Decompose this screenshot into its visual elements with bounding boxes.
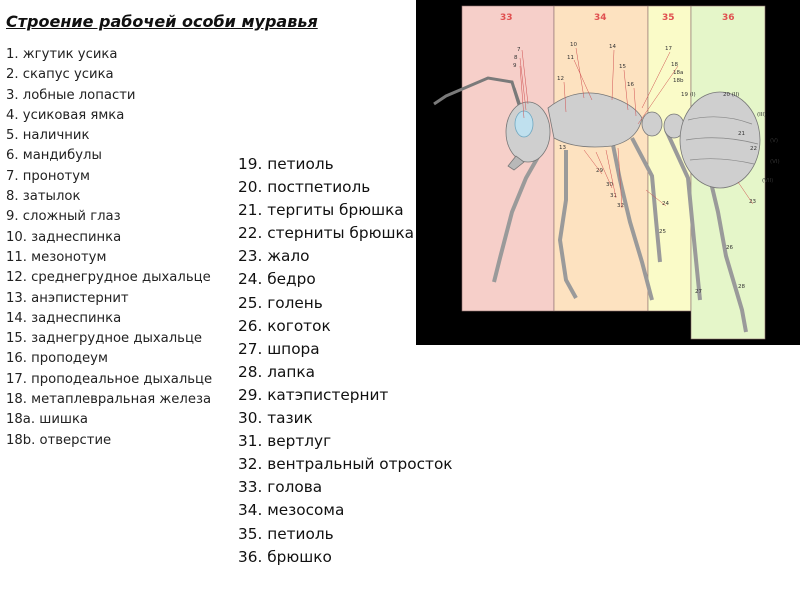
callout-24: 24 [662, 201, 669, 207]
callout-30: 30 [606, 182, 613, 188]
callout-v: (V) [770, 138, 779, 144]
callout-16: 16 [627, 82, 634, 88]
callout-10: 10 [570, 42, 577, 48]
page-title: Строение рабочей особи муравья [6, 12, 318, 31]
callout-18: 18 [671, 62, 678, 68]
list-item: 10. заднеспинка [6, 229, 122, 245]
callout-27: 27 [695, 289, 702, 295]
callout-14: 14 [609, 44, 616, 50]
list-item: 7. пронотум [6, 168, 90, 184]
callout-21: 21 [738, 131, 745, 137]
list-item: 1. жгутик усика [6, 47, 118, 62]
callout-vii: (VII) [762, 178, 774, 184]
callout-9: 9 [513, 63, 517, 69]
callout-25: 25 [659, 229, 666, 235]
list-item: 33. голова [238, 478, 323, 497]
callout-vi: (VI) [770, 159, 780, 165]
callout-26: 26 [726, 245, 733, 251]
list-item: 15. заднегрудное дыхальце [6, 331, 203, 347]
callout-19: 19 (I) [681, 92, 696, 98]
callout-22: 22 [750, 146, 757, 152]
list-item: 16. проподеум [6, 351, 108, 367]
list-item: 4. усиковая ямка [6, 107, 125, 123]
callout-17: 17 [665, 46, 672, 52]
list-item: 25. голень [238, 293, 323, 312]
list-item: 30. тазик [238, 409, 313, 428]
list-item: 8. затылок [6, 189, 81, 205]
list-item: 2. скапус усика [6, 67, 114, 83]
list-item: 5. наличник [6, 128, 90, 144]
region-label-33: 33 [500, 13, 513, 23]
callout-31: 31 [610, 193, 617, 199]
ant-anatomy-figure [416, 0, 800, 345]
list-item: 3. лобные лопасти [6, 87, 136, 103]
list-item: 6. мандибулы [6, 148, 102, 164]
callout-7: 7 [517, 47, 521, 53]
list-item: 29. катэпистернит [238, 385, 389, 404]
callout-32: 32 [617, 203, 624, 209]
list-item: 26. коготок [238, 316, 331, 335]
list-item: 12. среднегрудное дыхальце [6, 270, 211, 286]
callout-15: 15 [619, 64, 626, 70]
callout-29: 29 [596, 168, 603, 174]
list-item: 17. проподеальное дыхальце [6, 371, 213, 387]
callout-iii: (III) [757, 112, 767, 118]
list-item: 11. мезонотум [6, 249, 107, 265]
list-item: 14. заднеспинка [6, 310, 122, 326]
callout-18a: 18a [673, 70, 684, 76]
list-item: 32. вентральный отросток [238, 455, 453, 474]
region-panel-mesosoma [554, 6, 648, 311]
list-item: 21. тергиты брюшка [238, 201, 404, 220]
list-item: 24. бедро [238, 270, 316, 289]
callout-28: 28 [738, 284, 745, 290]
list-item: 18b. отверстие [6, 432, 112, 448]
list-item: 18a. шишка [6, 412, 88, 428]
callout-18b: 18b [673, 78, 684, 84]
list-item: 31. вертлуг [238, 432, 332, 451]
region-label-34: 34 [594, 13, 607, 23]
list-item: 28. лапка [238, 362, 315, 381]
list-item: 27. шпора [238, 339, 320, 358]
list-item: 36. брюшко [238, 547, 332, 566]
region-panel-head [462, 6, 554, 311]
list-item: 20. постпетиоль [238, 178, 371, 197]
callout-23: 23 [749, 199, 756, 205]
list-item: 19. петиоль [238, 155, 334, 173]
callout-11: 11 [567, 55, 574, 61]
list-item: 22. стерниты брюшка [238, 224, 415, 243]
list-item: 18. метаплевральная железа [6, 392, 212, 408]
callout-13: 13 [559, 145, 566, 151]
list-item: 13. анэпистернит [6, 290, 129, 306]
list-item: 9. сложный глаз [6, 209, 121, 225]
list-item: 35. петиоль [238, 524, 334, 543]
region-label-35: 35 [662, 13, 675, 23]
region-label-36: 36 [722, 13, 735, 23]
callout-20: 20 (II) [723, 92, 740, 98]
list-item: 34. мезосома [238, 501, 345, 520]
callout-8: 8 [514, 55, 518, 61]
list-item: 23. жало [238, 247, 310, 266]
ant-anatomy-diagram [416, 0, 800, 345]
callout-12: 12 [557, 76, 564, 82]
parts-list-left [6, 45, 212, 451]
